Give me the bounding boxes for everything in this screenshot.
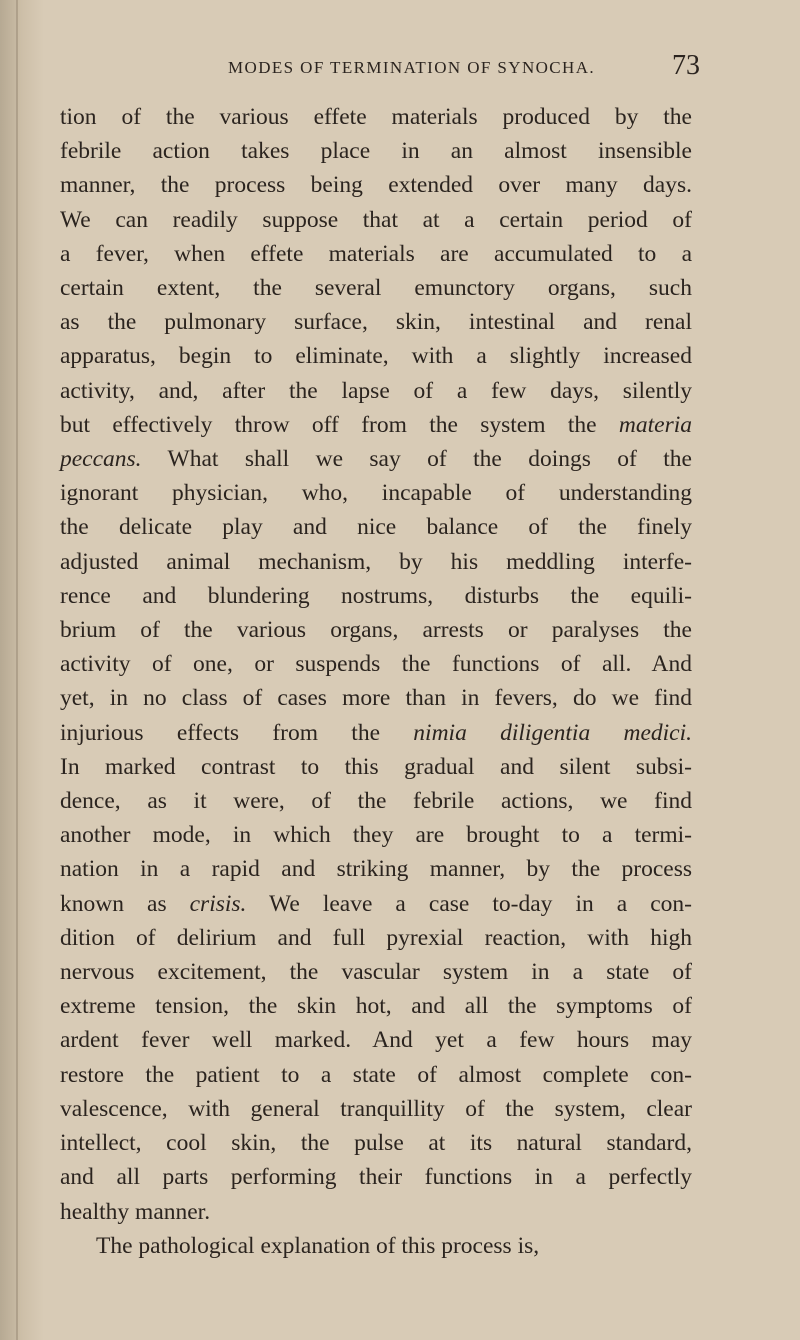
text-segment: tion of the various effete materials produced by the bbox=[60, 104, 692, 130]
text-segment: but effectively throw off from the system the bbox=[60, 411, 619, 438]
text-line bbox=[60, 545, 692, 579]
text-line bbox=[60, 408, 692, 442]
text-line bbox=[60, 305, 692, 339]
body-text bbox=[60, 100, 692, 1263]
text-segment: ardent fever well marked. And yet a few hours may bbox=[60, 1027, 692, 1054]
text-segment: What shall we say of the doings of the bbox=[141, 446, 692, 473]
text-line bbox=[60, 168, 692, 202]
text-line bbox=[60, 1160, 692, 1194]
text-line bbox=[60, 237, 692, 271]
text-segment: valescence, with general tranquillity of the system, clear bbox=[60, 1095, 692, 1122]
text-segment: activity of one, or suspends the functions of all. And bbox=[60, 651, 692, 678]
book-page bbox=[60, 0, 760, 1340]
text-line bbox=[60, 442, 692, 476]
text-segment: dition of delirium and full pyrexial reaction, with high bbox=[60, 924, 692, 951]
text-segment: another mode, in which they are brought to a termi- bbox=[60, 822, 692, 849]
text-segment: adjusted animal mechanism, by his meddling interfe- bbox=[60, 548, 692, 575]
text-segment: injurious effects from the bbox=[60, 719, 414, 746]
text-line bbox=[60, 1023, 692, 1057]
text-line bbox=[60, 271, 692, 305]
text-segment: nation in a rapid and striking manner, by the process bbox=[60, 856, 692, 883]
text-segment: healthy manner. bbox=[60, 1198, 211, 1225]
text-line bbox=[60, 613, 692, 647]
book-spine-edge bbox=[16, 0, 18, 1340]
text-line bbox=[60, 887, 692, 921]
text-segment: activity, and, after the lapse of a few days, silently bbox=[60, 377, 692, 404]
text-segment: and all parts performing their functions in a perfectly bbox=[60, 1164, 692, 1191]
text-line bbox=[60, 989, 692, 1023]
text-line bbox=[60, 510, 692, 544]
italic-text: peccans. bbox=[60, 446, 142, 473]
text-segment: apparatus, begin to eliminate, with a slightly increased bbox=[60, 343, 692, 370]
text-line bbox=[60, 716, 692, 750]
text-segment: ignorant physician, who, incapable of understanding bbox=[60, 480, 692, 507]
text-segment: rence and blundering nostrums, disturbs the equili- bbox=[60, 582, 692, 609]
text-line bbox=[60, 647, 692, 681]
text-segment: brium of the various organs, arrests or paralyses the bbox=[60, 617, 692, 644]
text-line bbox=[60, 1058, 692, 1092]
running-title: MODES OF TERMINATION OF SYNOCHA. bbox=[228, 58, 596, 77]
text-segment: known as bbox=[60, 890, 190, 917]
text-line bbox=[60, 818, 692, 852]
text-segment: dence, as it were, of the febrile actions, we find bbox=[60, 788, 692, 815]
text-line bbox=[60, 784, 692, 818]
text-segment: We leave a case to-day in a con- bbox=[246, 890, 692, 917]
text-line bbox=[60, 921, 692, 955]
text-segment: In marked contrast to this gradual and silent subsi- bbox=[60, 753, 692, 780]
text-segment: The pathological explanation of this process is, bbox=[96, 1232, 540, 1259]
text-segment: the delicate play and nice balance of the finely bbox=[60, 514, 692, 541]
book-spine-shadow bbox=[0, 0, 44, 1340]
text-segment: We can readily suppose that at a certain period of bbox=[60, 206, 692, 233]
text-line bbox=[60, 339, 692, 373]
text-segment: intellect, cool skin, the pulse at its natural standard, bbox=[60, 1130, 692, 1157]
text-line bbox=[60, 100, 692, 134]
text-line bbox=[60, 1092, 692, 1126]
text-segment: as the pulmonary surface, skin, intestinal and renal bbox=[60, 309, 692, 336]
text-segment: yet, in no class of cases more than in fevers, do we find bbox=[60, 685, 692, 712]
text-line bbox=[60, 681, 692, 715]
text-segment: restore the patient to a state of almost complete con- bbox=[60, 1061, 692, 1088]
text-segment: extreme tension, the skin hot, and all the symptoms of bbox=[60, 993, 692, 1020]
text-line bbox=[60, 134, 692, 168]
text-line bbox=[60, 750, 692, 784]
text-segment: febrile action takes place in an almost insensible bbox=[60, 138, 692, 165]
text-line bbox=[60, 203, 692, 237]
text-line bbox=[60, 1126, 692, 1160]
text-line bbox=[60, 374, 692, 408]
italic-text: materia bbox=[618, 411, 692, 438]
page-number: 73 bbox=[672, 50, 700, 81]
italic-text: crisis. bbox=[189, 890, 247, 917]
page-header bbox=[60, 50, 700, 90]
text-segment: manner, the process being extended over many days. bbox=[60, 172, 692, 199]
text-line bbox=[60, 579, 692, 613]
text-line bbox=[60, 1229, 692, 1263]
text-line bbox=[60, 852, 692, 886]
text-segment: a fever, when effete materials are accumulated to a bbox=[60, 240, 692, 267]
italic-text: nimia diligentia medici. bbox=[413, 719, 692, 746]
text-segment: certain extent, the several emunctory organs, such bbox=[60, 275, 692, 302]
text-segment: nervous excitement, the vascular system in a state of bbox=[60, 959, 692, 986]
text-line bbox=[60, 476, 692, 510]
text-line bbox=[60, 955, 692, 989]
text-line bbox=[60, 1195, 692, 1229]
